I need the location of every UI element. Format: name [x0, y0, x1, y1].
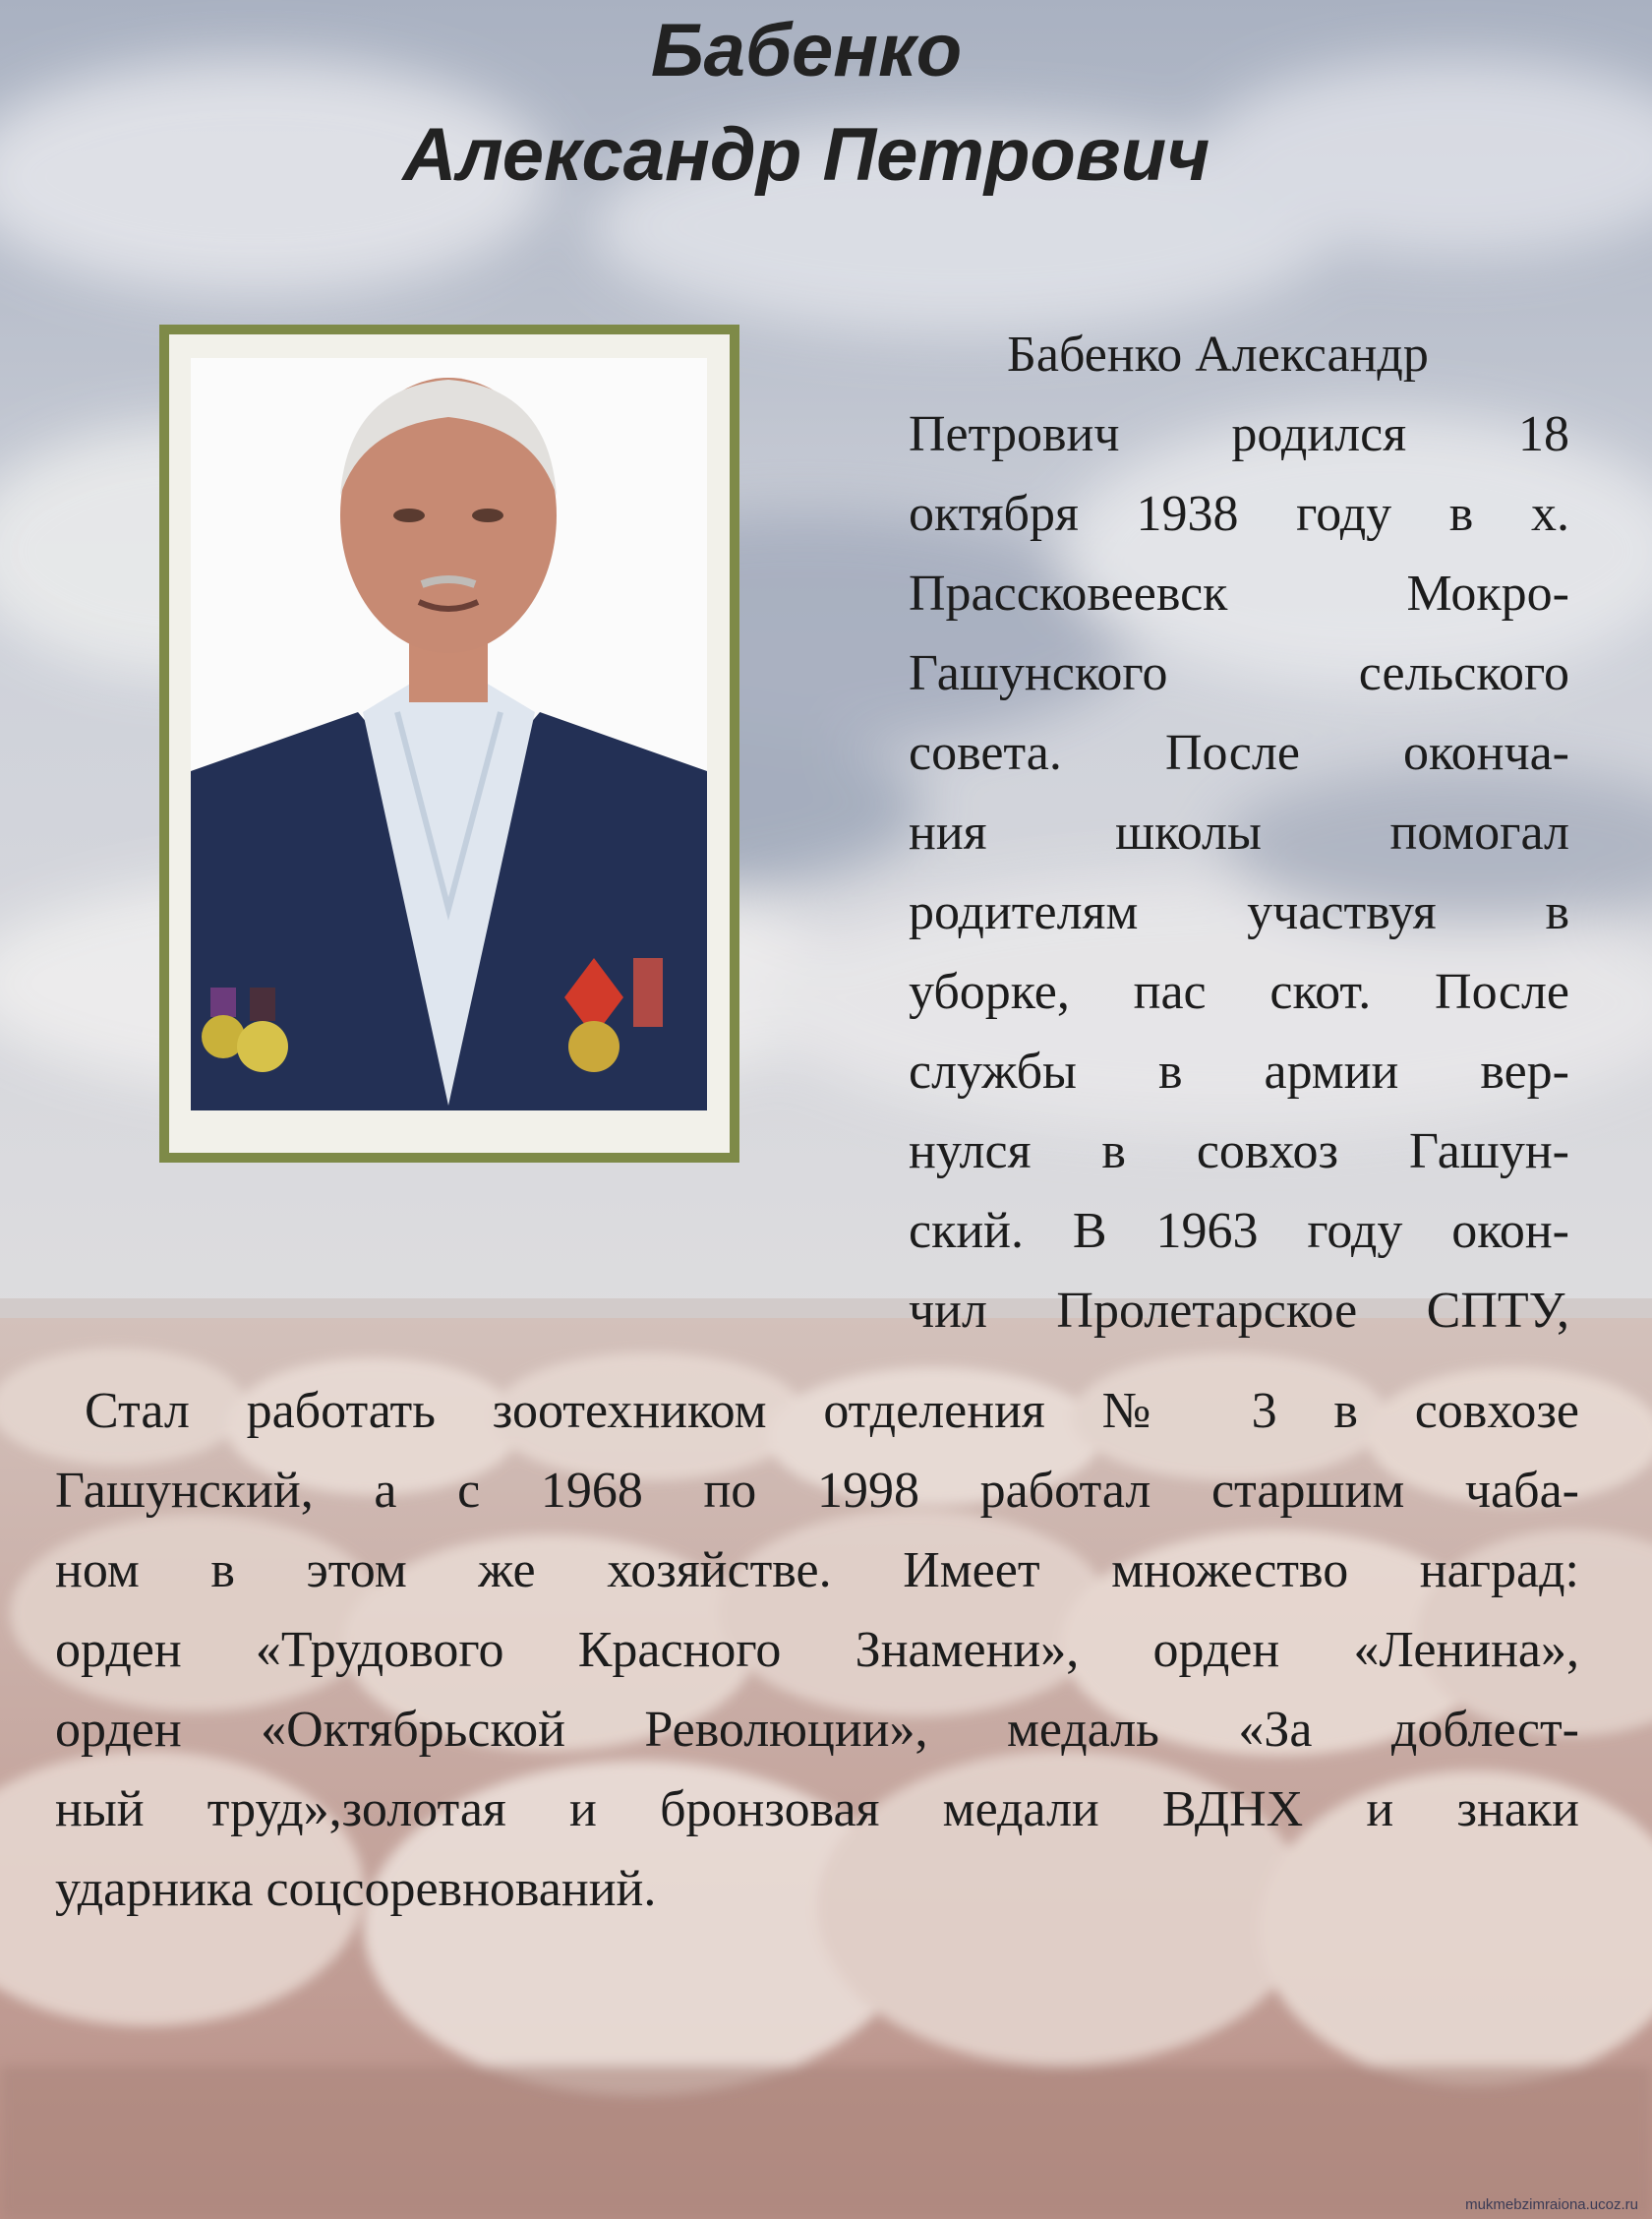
bio-line: уборке, пас скот. После — [909, 964, 1569, 1020]
bio-line: чил Пролетарское СПТУ, — [909, 1283, 1569, 1339]
bio-line: ном в этом же хозяйстве. Имеет множество наград: — [55, 1542, 1579, 1598]
given-names-heading: Александр Петрович — [402, 113, 1210, 197]
bio-line: службы в армии вер- — [909, 1044, 1569, 1100]
bio-line: Бабенко Александр — [1007, 327, 1429, 383]
bio-line: ский. В 1963 году окон- — [909, 1203, 1569, 1259]
bio-line: Петрович родился 18 — [909, 406, 1569, 462]
biography-bottom-block — [55, 1371, 1579, 1929]
surname-heading: Бабенко — [650, 9, 963, 92]
portrait-photo-icon — [191, 358, 707, 1110]
bio-line: Прассковеевск Мокро- — [909, 566, 1569, 622]
bio-line: Гашунский, а с 1968 по 1998 работал старшим чаба- — [55, 1463, 1579, 1519]
biography-right-column — [909, 315, 1569, 1350]
bio-line: орден «Октябрьской Революции», медаль «За доблест- — [55, 1702, 1579, 1758]
bio-line: орден «Трудового Красного Знамени», орден «Ленина», — [55, 1622, 1579, 1678]
bio-line: Гашунского сельского — [909, 645, 1569, 701]
bio-line: ударника соцсоревнований. — [55, 1861, 657, 1917]
portrait-frame — [159, 325, 739, 1163]
bio-line: ный труд»,золотая и бронзовая медали ВДНХ и знаки — [55, 1781, 1579, 1837]
bio-line: октября 1938 году в х. — [909, 486, 1569, 542]
site-watermark: mukmebzimraiona.ucoz.ru — [1465, 2196, 1638, 2213]
portrait-photo — [191, 358, 707, 1110]
bio-line: Стал работать зоотехником отделения № 3 в совхозе — [85, 1383, 1579, 1439]
bio-line: ния школы помогал — [909, 805, 1569, 861]
bio-line: нулся в совхоз Гашун- — [909, 1123, 1569, 1179]
bio-line: родителям участвуя в — [909, 884, 1569, 940]
bio-line: совета. После оконча- — [909, 725, 1569, 781]
